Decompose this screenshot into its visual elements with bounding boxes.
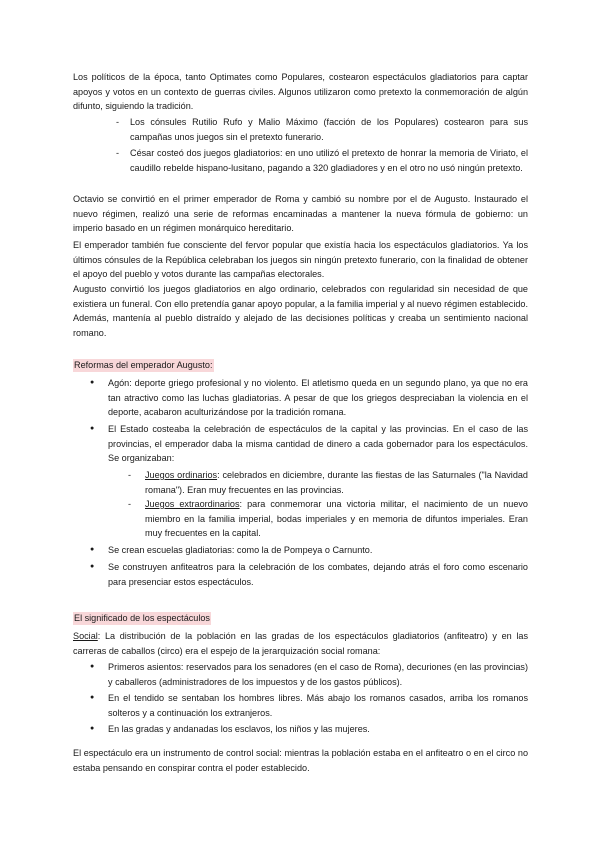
social-paragraph: Social: La distribución de la población en las gradas de los espectáculos gladiatorios (anfiteatro) y en las carreras de caballos (circo) era el espejo de la jerarquización social romana: [73, 631, 528, 656]
subitem-juegos-ordinarios: Juegos ordinarios: celebrados en diciembre, durante las fiestas de las Saturnales ("la Navidad romana"). Eran muy frecuentes en las provincias. [145, 470, 528, 495]
augusto-paragraph-3: Augusto convirtió los juegos gladiatorios en algo ordinario, celebrados con regularidad sin necesidad de que existiera un funeral. Con ello pretendía ganar apoyo popular, a la familia imperial y al nuevo régimen establecido. Además, mantenía al pueblo distraído y alejado de las decisiones políticas y creaba un sentimiento nacional romano. [73, 284, 528, 338]
intro-paragraph: Los políticos de la época, tanto Optimates como Populares, costearon espectáculos gladiatorios para captar apoyos y votos en un contexto de guerras civiles. Algunos utilizaron como pretexto la conmemoración de algún difunto, siguiendo la tradición. [73, 72, 528, 112]
bullet-marker: ● [90, 379, 95, 386]
dash-marker: - [116, 117, 120, 127]
reformas-item-anfiteatros: Se construyen anfiteatros para la celebración de los combates, dejando atrás el foro como escenario para presenciar estos espectáculos. [108, 562, 528, 587]
reformas-item-agon: Agón: deporte griego profesional y no violento. El atletismo queda en un segundo plano, ya que no era tan atractivo como las luchas gladiatorias. A pesar de que los griegos despreciaban la violencia en el deporte, acabaron aculturizándose por la tradición romana. [108, 378, 528, 418]
bullet-marker: ● [90, 663, 95, 670]
social-label: Social [73, 631, 98, 641]
significado-item-tendido: En el tendido se sentaban los hombres libres. Más abajo los romanos casados, arriba los romanos solteros y a continuación los extranjeros. [108, 693, 528, 718]
significado-item-primeros: Primeros asientos: reservados para los senadores (en el caso de Roma), decuriones (en las provincias) y caballeros (administradores de los impuestos y de los gastos públicos). [108, 662, 528, 687]
reformas-item-estado: El Estado costeaba la celebración de espectáculos de la capital y las provincias. En el caso de las provincias, el emperador daba la misma cantidad de dinero a cada gobernador para los espectáculos. Se organizaban: [108, 424, 528, 464]
significado-heading: El significado de los espectáculos [74, 613, 210, 623]
bullet-marker: ● [90, 563, 95, 570]
term-juegos-ordinarios: Juegos ordinarios [145, 470, 218, 480]
bullet-marker: ● [90, 546, 95, 553]
dash-marker: - [116, 148, 120, 158]
dash-marker: - [128, 499, 132, 509]
intro-bullet-1: Los cónsules Rutilio Rufo y Malio Máximo (facción de los Populares) costearon para sus campañas unos juegos sin el pretexto funerario. [130, 117, 528, 142]
augusto-paragraph-2: El emperador también fue consciente del fervor popular que existía hacia los espectáculos gladiatorios. Ya los últimos cónsules de la República celebraban los juegos sin ningún pretexto funerario, con la finalidad de obtener el apoyo del pueblo y votos durante las campañas electorales. [73, 240, 528, 280]
term-juegos-extraordinarios: Juegos extraordinarios [145, 499, 240, 509]
intro-bullet-2: César costeó dos juegos gladiatorios: en uno utilizó el pretexto de honrar la memoria de Viriato, el caudillo rebelde hispano-lusitano, pagando a 320 gladiadores y en el otro no usó ningún pretexto. [130, 148, 528, 173]
bullet-marker: ● [90, 725, 95, 732]
augusto-paragraph-1: Octavio se convirtió en el primer emperador de Roma y cambió su nombre por el de Augusto. Instaurado el nuevo régimen, realizó una serie de reformas encaminadas a mantener la nueva fórmula de gobierno: un imperio basado en un régimen monárquico hereditario. [73, 194, 528, 234]
significado-item-gradas: En las gradas y andanadas los esclavos, los niños y las mujeres. [108, 724, 370, 734]
reformas-heading: Reformas del emperador Augusto: [74, 360, 213, 370]
closing-paragraph: El espectáculo era un instrumento de control social: mientras la población estaba en el anfiteatro o en el circo no estaba pensando en conspirar contra el poder establecido. [73, 748, 528, 773]
dash-marker: - [128, 470, 132, 480]
reformas-item-escuelas: Se crean escuelas gladiatorias: como la de Pompeya o Carnunto. [108, 545, 373, 555]
subitem-juegos-extraordinarios: Juegos extraordinarios: para conmemorar una victoria militar, el nacimiento de un nuevo miembro en la familia imperial, bodas imperiales y en memoria de difuntos imperiales. Eran muy frecuentes en la capital. [145, 499, 528, 539]
bullet-marker: ● [90, 425, 95, 432]
bullet-marker: ● [90, 694, 95, 701]
